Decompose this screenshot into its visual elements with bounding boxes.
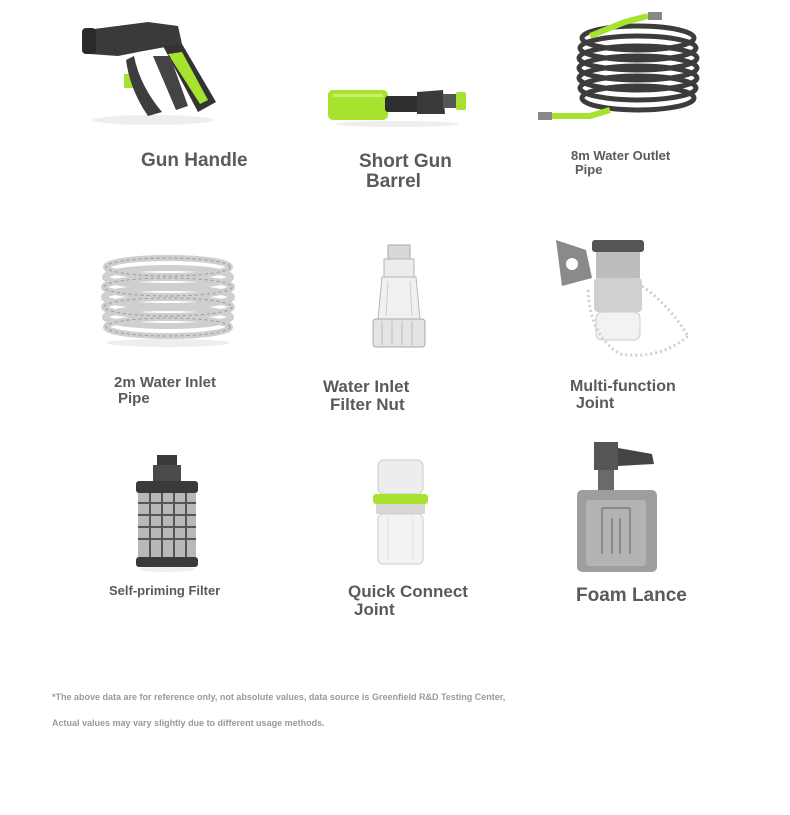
footnote-line-1: *The above data are for reference only, not absolute values, data source is Greenfield R&D Testing Center, [52, 692, 506, 702]
item-label: Quick Connect Joint [348, 582, 468, 619]
item-label: Self-priming Filter [109, 583, 221, 598]
foam-lance-icon [574, 438, 659, 574]
short-gun-barrel-icon [325, 80, 470, 128]
spray-gun-handle-icon [78, 16, 223, 126]
item-label: Short Gun Barrel [359, 151, 452, 192]
footnote-line-2: Actual values may vary slightly due to different usage methods. [52, 718, 325, 728]
multi-function-joint-icon [550, 236, 695, 361]
item-label: 8m Water Outlet Pipe [571, 148, 671, 177]
coiled-outlet-hose-icon [530, 8, 720, 133]
item-label: Foam Lance [576, 585, 687, 606]
self-priming-filter-icon [132, 453, 202, 573]
item-label: 2m Water Inlet Pipe [114, 374, 216, 407]
inlet-filter-nut-icon [368, 243, 430, 351]
item-label: Multi-function Joint [570, 378, 676, 412]
item-label: Gun Handle [141, 150, 248, 171]
item-label: Water Inlet Filter Nut [323, 377, 410, 414]
quick-connect-joint-icon [368, 458, 433, 570]
coiled-inlet-hose-icon [100, 253, 235, 348]
